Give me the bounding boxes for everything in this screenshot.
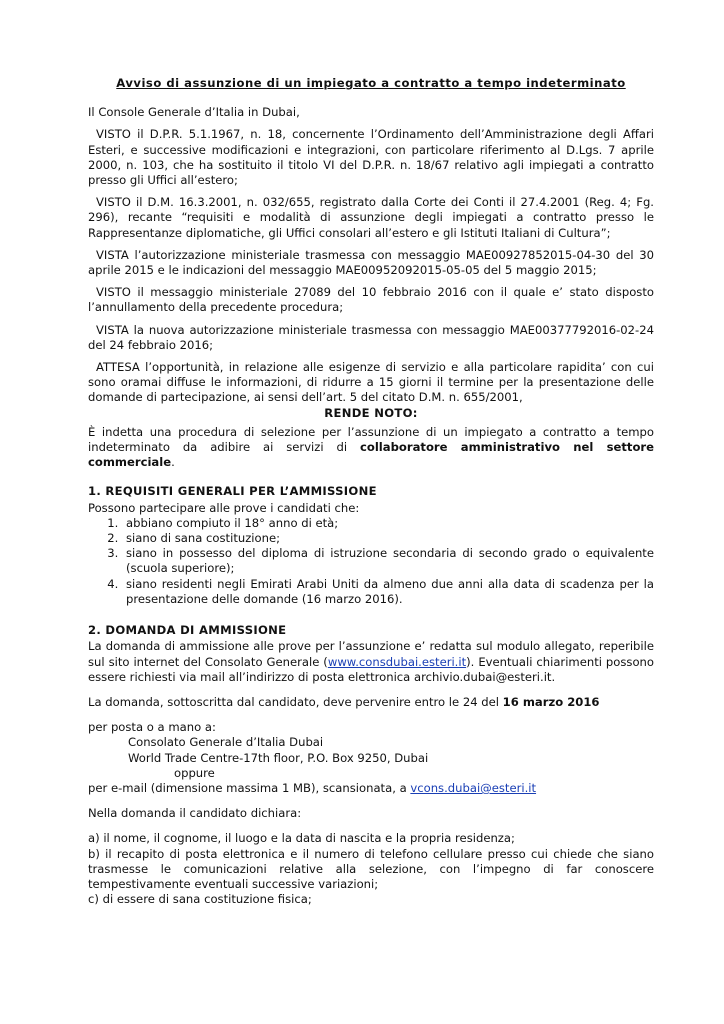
consideration-5: VISTA la nuova autorizzazione ministeriale trasmessa con messaggio MAE00377792016-02-24 del 24 febbraio 2016; xyxy=(88,322,654,352)
requirements-list xyxy=(88,516,654,607)
rende-noto-heading: RENDE NOTO: xyxy=(324,405,418,420)
declarations-intro: Nella domanda il candidato dichiara: xyxy=(88,806,302,821)
announcement-text: È indetta una procedura di selezione per l’assunzione di un impiegato a contratto a tempo indeterminato da adibire ai servizi di xyxy=(88,424,654,455)
declaration-c: c) di essere di sana costituzione fisica; xyxy=(88,892,312,907)
opening-line: Il Console Generale d’Italia in Dubai, xyxy=(88,105,300,120)
list-item: 3. siano in possesso del diploma di istruzione secondaria di secondo grado o equivalente (scuola superiore); xyxy=(122,546,654,576)
section2-paragraph-1 xyxy=(88,639,654,685)
declaration-a: a) il nome, il cognome, il luogo e la data di nascita e la propria residenza; xyxy=(88,831,515,846)
section2-p1-text: La domanda di ammissione alle prove per l’assunzione e’ redatta sul modulo allegato, reperibile sul sito internet del Consolato Generale ( xyxy=(88,639,654,669)
section1-heading: 1. REQUISITI GENERALI PER L’AMMISSIONE xyxy=(88,484,377,499)
list-item: 1. abbiano compiuto il 18° anno di età; xyxy=(122,516,654,531)
section2-heading: 2. DOMANDA DI AMMISSIONE xyxy=(88,623,287,638)
delivery-method: per posta o a mano a: xyxy=(88,720,216,735)
consulate-email-link[interactable]: vcons.dubai@esteri.it xyxy=(410,780,537,795)
oppure-text: oppure xyxy=(174,765,215,780)
document-page xyxy=(88,72,654,907)
list-item: 2. siano di sana costituzione; xyxy=(122,531,654,546)
consideration-6: ATTESA l’opportunità, in relazione alle esigenze di servizio e alla particolare rapidita’ con cui sono oramai diffuse le informazioni, di ridurre a 15 giorni il termine per la presentazione delle domande di partecipazione, ai sensi dell’art. 5 del citato D.M. n. 655/2001, xyxy=(88,360,654,405)
email-paragraph xyxy=(88,781,654,796)
deadline-text: La domanda, sottoscritta dal candidato, deve pervenire entro le 24 del xyxy=(88,694,503,709)
list-item: 4. siano residenti negli Emirati Arabi Uniti da almeno due anni alla data di scadenza per la presentazione delle domande (16 marzo 2016). xyxy=(122,577,654,607)
address-line-2: World Trade Centre-17th floor, P.O. Box 9250, Dubai xyxy=(128,750,429,765)
deadline-date: 16 marzo 2016 xyxy=(502,694,600,709)
consideration-2: VISTO il D.M. 16.3.2001, n. 032/655, registrato dalla Corte dei Conti il 27.4.2001 (Reg. 4; Fg. 296), recante “requisiti e modalità di assunzione degli impiegati a contratto presso le Rappresentanze diplomatiche, gli Uffici consolari all’estero e gli Istituti Italiani di Cultura”; xyxy=(88,195,654,240)
announcement-end: . xyxy=(171,455,175,470)
consideration-1: VISTO il D.P.R. 5.1.1967, n. 18, concernente l’Ordinamento dell’Amministrazione degli Affari Esteri, e successive modificazioni e integrazioni, con particolare riferimento al D.Lgs. 7 aprile 2000, n. 103, che ha sostituito il titolo VI del D.P.R. n. 18/67 relativo agli impiegati a contratto presso gli Uffici all’estero; xyxy=(88,127,654,188)
consulate-website-link[interactable]: www.consdubai.esteri.it xyxy=(327,654,467,669)
consideration-4: VISTO il messaggio ministeriale 27089 del 10 febbraio 2016 con il quale e’ stato disposto l’annullamento della precedente procedura; xyxy=(88,285,654,315)
section1-intro: Possono partecipare alle prove i candidati che: xyxy=(88,500,360,515)
section2-paragraph-2 xyxy=(88,695,654,710)
section2-p1-text-end: ). Eventuali chiarimenti possono essere richiesti via mail all’indirizzo di posta elettronica archivio.dubai@esteri.it. xyxy=(88,654,654,684)
consideration-3: VISTA l’autorizzazione ministeriale trasmessa con messaggio MAE00927852015-04-30 del 30 aprile 2015 e le indicazioni del messaggio MAE00952092015-05-05 del 5 maggio 2015; xyxy=(88,247,654,278)
declaration-b: b) il recapito di posta elettronica e il numero di telefono cellulare presso cui chiede che siano trasmesse le comunicazioni relative alla selezione, con l’impegno di far conoscere tempestivamente eventuali successive variazioni; xyxy=(88,846,654,891)
document-title: Avviso di assunzione di un impiegato a contratto a tempo indeterminato xyxy=(116,76,626,90)
email-text: per e-mail (dimensione massima 1 MB), scansionata, a xyxy=(88,780,411,795)
announcement-paragraph xyxy=(88,425,654,471)
announcement-role: collaboratore amministrativo nel settore commerciale xyxy=(88,440,654,470)
address-line-1: Consolato Generale d’Italia Dubai xyxy=(128,735,324,750)
